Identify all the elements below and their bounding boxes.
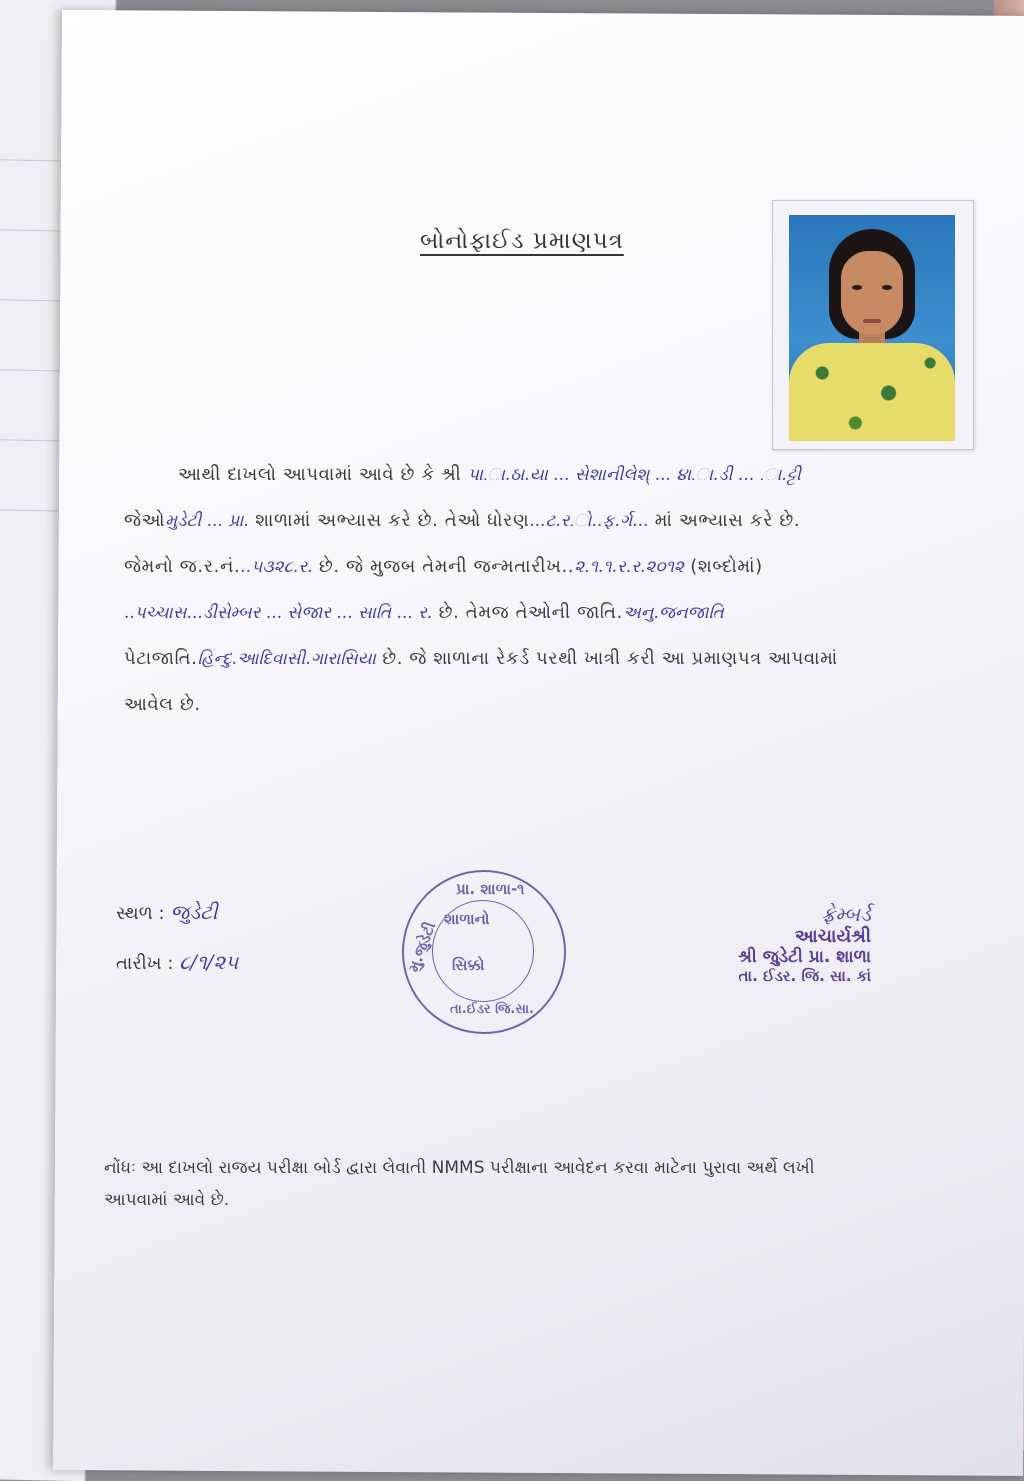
body-line-6: આવેલ છે. (124, 694, 201, 715)
birthdate-words-fill: ..પચ્ચાસ...ડીસેમ્બર ... સેજાર ... સાતિ ... ર. (124, 603, 433, 623)
standard-fill: ...ટ.ર.ો..ફ.ર્ગ... (529, 511, 649, 531)
birthdate-fill: ૨.૧.૧.ર.ર.૨૦૧૨ (574, 557, 684, 577)
place-row: સ્થળ : જુડેટી (116, 900, 218, 924)
body-line-4: ..પચ્ચાસ...ડીસેમ્બર ... સેજાર ... સાતિ ... ર. છે. તેમજ તેઓની જાતિ.અનુ.જનજાતિ (124, 602, 724, 623)
date-row: તારીખ : ૮/૧/૨૫ (116, 950, 239, 974)
body-line-1: આથી દાખલો આપવામાં આવે છે કે શ્રી પા.ા.ઠા.યા ... સેશાનીલેશ્ ... ૪ા.ા.ડી ... .ા.ટ્ટી (178, 464, 801, 485)
register-number-fill: ..૫૩૨૮.ર. (240, 557, 313, 577)
student-name-fill: પા.ા.ઠા.યા ... સેશાનીલેશ્ ... ૪ા.ા.ડી ... .ા.ટ્ટી (467, 465, 801, 485)
subcaste-fill: હિન્દુ.આદિવાસી.ગારાસિયા (197, 649, 376, 669)
caste-fill: અનુ.જનજાતિ (622, 603, 724, 623)
body-line-3: જેમનો જ.ર.નં...૫૩૨૮.ર. છે. જે મુજબ તેમની જન્મતારીખ..૨.૧.૧.ર.ર.૨૦૧૨ (શબ્દોમાં) (124, 556, 763, 577)
student-photo (772, 200, 974, 450)
photo-image (789, 215, 955, 441)
certificate-title: બોનોફાઈડ પ્રમાણપત્ર (420, 228, 624, 254)
footnote: નોંધઃ આ દાખલો રાજય પરીક્ષા બોર્ડ દ્વારા લેવાતી NMMS પરીક્ષાના આવેદન કરવા માટેના પુરાવા અર્થે લખી આપવામાં આવે છે. (104, 1158, 815, 1210)
place-value: જુડેટી (170, 900, 218, 924)
date-value: ૮/૧/૨૫ (179, 950, 239, 974)
certificate-body (124, 452, 980, 728)
school-name-fill: મુડેટી ... પ્રા. (165, 511, 249, 531)
body-line-2: જેઓમુડેટી ... પ્રા. શાળામાં અભ્યાસ કરે છે. તેઓ ધોરણ...ટ.ર.ો..ફ.ર્ગ... માં અભ્યાસ કરે છે. (124, 510, 801, 531)
school-stamp: પ્રા. શાળા-૧ મુ.જુડેટી શાળાનો સિક્કો તા.ઈડર જિ.સા. (402, 870, 566, 1034)
principal-seal: ફ્રેમ્બર્ડ આચાર્યશ્રી શ્રી જુડેટી પ્રા. શાળા તા. ઈડર. જિ. સા. કાં (738, 902, 871, 985)
body-line-5: પેટાજાતિ.હિન્દુ.આદિવાસી.ગારાસિયા છે. જે શાળાના રેકર્ડ પરથી ખાત્રી કરી આ પ્રમાણપત્ર આપવામાં (124, 648, 838, 669)
principal-signature: ફ્રેમ્બર્ડ (821, 902, 871, 926)
